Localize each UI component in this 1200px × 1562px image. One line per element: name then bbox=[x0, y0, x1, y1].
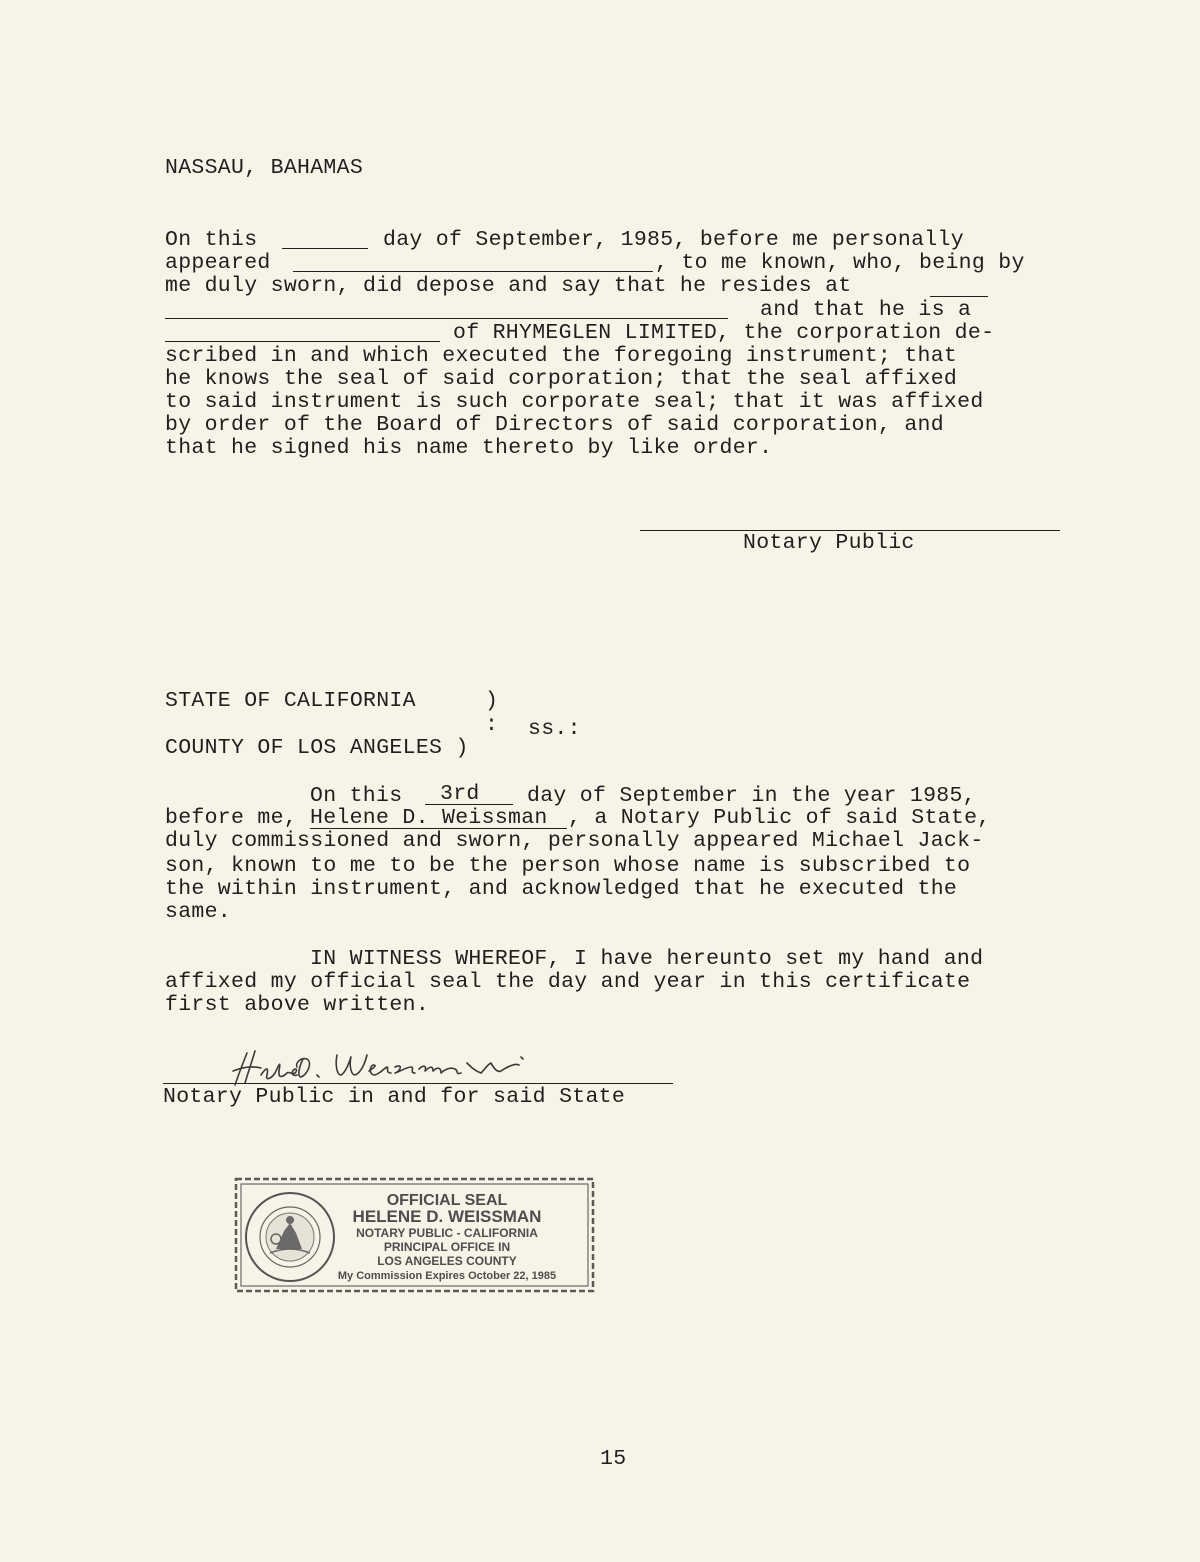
ack-line-2a: appeared bbox=[165, 251, 271, 275]
svg-text:HELENE D. WEISSMAN: HELENE D. WEISSMAN bbox=[352, 1207, 542, 1226]
ca-line-4: son, known to me to be the person whose name is subscribed to bbox=[165, 854, 971, 878]
venue-ss: ss.: bbox=[528, 717, 581, 741]
ack-line-9: by order of the Board of Directors of said corporation, and bbox=[165, 413, 944, 437]
ack-line-2b: , to me known, who, being by bbox=[655, 251, 1025, 275]
day-blank bbox=[282, 248, 368, 249]
witness-line-2: affixed my official seal the day and year in this certificate bbox=[165, 970, 971, 994]
residence-blank-b bbox=[165, 318, 728, 319]
official-seal-stamp bbox=[232, 1175, 597, 1295]
venue-colon: : bbox=[485, 713, 499, 737]
ack-line-7: he knows the seal of said corporation; that the seal affixed bbox=[165, 367, 958, 391]
ca-line-1b: day of September in the year 1985, bbox=[527, 784, 976, 808]
residence-blank-a bbox=[930, 296, 988, 297]
ca-line-6: same. bbox=[165, 900, 232, 924]
ack-line-4: and that he is a bbox=[760, 298, 972, 322]
svg-text:My Commission Expires October: My Commission Expires October 22, 1985 bbox=[337, 1270, 557, 1282]
ca-signature-line bbox=[163, 1083, 673, 1084]
ack-line-5: of RHYMEGLEN LIMITED, the corporation de- bbox=[453, 321, 995, 345]
ack-line-3: me duly sworn, did depose and say that he resides at bbox=[165, 274, 852, 298]
page-number: 15 bbox=[600, 1447, 627, 1471]
ca-day-line bbox=[425, 804, 513, 805]
ack-line-10: that he signed his name thereto by like order. bbox=[165, 436, 773, 460]
ack-line-6: scribed in and which executed the foregoing instrument; that bbox=[165, 344, 958, 368]
ack-line-8: to said instrument is such corporate seal; that it was affixed bbox=[165, 390, 984, 414]
location-heading: NASSAU, BAHAMAS bbox=[165, 156, 364, 180]
ca-line-2a: before me, bbox=[165, 806, 298, 830]
ack-line-1a: On this bbox=[165, 228, 258, 252]
venue-county: COUNTY OF LOS ANGELES ) bbox=[165, 736, 469, 760]
ack-line-1b: day of September, 1985, before me personally bbox=[383, 228, 964, 252]
notary-caption: Notary Public bbox=[743, 531, 915, 555]
title-blank bbox=[165, 341, 440, 342]
ca-day: 3rd bbox=[440, 782, 480, 806]
svg-text:NOTARY PUBLIC - CALIFORNIA: NOTARY PUBLIC - CALIFORNIA bbox=[356, 1226, 538, 1240]
ca-signature-caption: Notary Public in and for said State bbox=[163, 1085, 626, 1109]
witness-line-3: first above written. bbox=[165, 993, 430, 1017]
ca-line-2b: , a Notary Public of said State, bbox=[568, 806, 991, 830]
svg-text:PRINCIPAL OFFICE IN: PRINCIPAL OFFICE IN bbox=[383, 1240, 511, 1254]
svg-text:OFFICIAL SEAL: OFFICIAL SEAL bbox=[386, 1192, 508, 1209]
venue-paren: ) bbox=[485, 689, 499, 713]
ca-notary-name: Helene D. Weissman bbox=[310, 806, 548, 830]
svg-text:LOS ANGELES COUNTY: LOS ANGELES COUNTY bbox=[377, 1254, 517, 1268]
state-seal-emblem bbox=[246, 1193, 334, 1281]
ca-line-3: duly commissioned and sworn, personally appeared Michael Jack- bbox=[165, 829, 984, 853]
venue-state: STATE OF CALIFORNIA bbox=[165, 689, 416, 713]
ca-line-5: the within instrument, and acknowledged that he executed the bbox=[165, 877, 958, 901]
witness-line-1: IN WITNESS WHEREOF, I have hereunto set my hand and bbox=[310, 947, 984, 971]
ca-line-1a: On this bbox=[310, 784, 403, 808]
appeared-blank bbox=[293, 271, 653, 272]
